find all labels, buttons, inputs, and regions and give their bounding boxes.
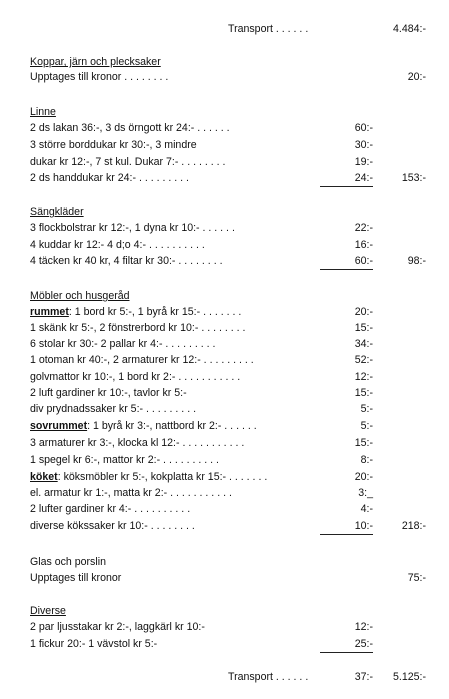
line-desc: Upptages till kronor bbox=[30, 572, 122, 584]
line-subtotal: 5:- bbox=[360, 420, 373, 432]
line-total: 20:- bbox=[407, 71, 426, 83]
transport-amount: 5.125:- bbox=[393, 671, 426, 683]
line-desc: 4 täcken kr 40 kr, 4 filtar kr 30:- . . . . . . . . bbox=[30, 255, 223, 267]
line-subtotal: 52:- bbox=[354, 354, 373, 366]
line-subtotal: 3:_ bbox=[358, 487, 373, 499]
room-label: rummet bbox=[30, 306, 69, 318]
line-subtotal: 30:- bbox=[354, 139, 373, 151]
line-desc: 2 ds handdukar kr 24:- . . . . . . . . . bbox=[30, 172, 189, 184]
transport-label: Transport . . . . . . bbox=[228, 23, 309, 35]
line-desc: el. armatur kr 1:-, matta kr 2:- . . . . . . . . . . . bbox=[30, 487, 232, 499]
line-subtotal: 10:- bbox=[354, 520, 373, 532]
line-desc: 2 lufter gardiner kr 4:- . . . . . . . . . . bbox=[30, 503, 191, 515]
line-subtotal: 4:- bbox=[360, 503, 373, 515]
line-desc: 3 större borddukar kr 30:-, 3 mindre bbox=[30, 139, 197, 151]
line-subtotal: 34:- bbox=[354, 338, 373, 350]
line-desc: 6 stolar kr 30:- 2 pallar kr 4:- . . . . . . . . . bbox=[30, 338, 216, 350]
subtotal-rule bbox=[320, 534, 373, 535]
line-subtotal: 15:- bbox=[354, 437, 373, 449]
line-desc: 4 kuddar kr 12:- 4 d;o 4:- . . . . . . . . . . bbox=[30, 239, 205, 251]
line-subtotal: 25:- bbox=[354, 638, 373, 650]
line-subtotal: 20:- bbox=[354, 306, 373, 318]
line-subtotal: 22:- bbox=[354, 222, 373, 234]
line-desc bbox=[30, 471, 267, 484]
line-desc: 2 ds lakan 36:-, 3 ds örngott kr 24:- . . . . . . bbox=[30, 122, 230, 134]
section-title-linne: Linne bbox=[30, 106, 56, 118]
line-text: : 1 byrå kr 3:-, nattbord kr 2:- . . . . . . bbox=[87, 420, 257, 432]
line-total: 98:- bbox=[407, 255, 426, 267]
section-title-mobler: Möbler och husgeråd bbox=[30, 290, 130, 302]
line-subtotal: 8:- bbox=[360, 454, 373, 466]
line-desc bbox=[30, 306, 241, 319]
line-subtotal: 60:- bbox=[354, 122, 373, 134]
line-desc: 3 flockbolstrar kr 12:-, 1 dyna kr 10:- . . . . . . bbox=[30, 222, 235, 234]
line-subtotal: 5:- bbox=[360, 403, 373, 415]
line-desc: diverse kökssaker kr 10:- . . . . . . . . bbox=[30, 520, 195, 532]
line-desc: 1 skänk kr 5:-, 2 fönstrerbord kr 10:- . . . . . . . . bbox=[30, 322, 246, 334]
line-desc: dukar kr 12:-, 7 st kul. Dukar 7:- . . . . . . . . bbox=[30, 156, 226, 168]
line-subtotal: 20:- bbox=[354, 471, 373, 483]
transport-amount: 4.484:- bbox=[393, 23, 426, 35]
line-desc bbox=[30, 420, 257, 433]
line-subtotal: 12:- bbox=[354, 371, 373, 383]
section-title-koppar: Koppar, järn och plecksaker bbox=[30, 56, 161, 68]
line-subtotal: 19:- bbox=[354, 156, 373, 168]
line-desc: 3 armaturer kr 3:-, klocka kl 12:- . . . . . . . . . . . bbox=[30, 437, 245, 449]
line-desc: 1 otoman kr 40:-, 2 armaturer kr 12:- . . . . . . . . . bbox=[30, 354, 254, 366]
line-subtotal: 60:- bbox=[354, 255, 373, 267]
line-desc: 2 luft gardiner kr 10:-, tavlor kr 5:- bbox=[30, 387, 187, 399]
line-desc: golvmattor kr 10:-, 1 bord kr 2:- . . . . . . . . . . . bbox=[30, 371, 241, 383]
line-desc: Upptages till kronor . . . . . . . . bbox=[30, 71, 169, 83]
room-label: köket bbox=[30, 471, 58, 483]
line-total: 153:- bbox=[401, 172, 426, 184]
line-subtotal: 16:- bbox=[354, 239, 373, 251]
line-subtotal: 24:- bbox=[354, 172, 373, 184]
line-subtotal: 12:- bbox=[354, 621, 373, 633]
line-desc: div prydnadssaker kr 5:- . . . . . . . . . bbox=[30, 403, 197, 415]
section-title-diverse: Diverse bbox=[30, 605, 66, 617]
line-desc: 1 fickur 20:- 1 vävstol kr 5:- bbox=[30, 638, 158, 650]
subtotal-rule bbox=[320, 186, 373, 187]
line-desc: 2 par ljusstakar kr 2:-, laggkärl kr 10:- bbox=[30, 621, 205, 633]
line-desc: 1 spegel kr 6:-, mattor kr 2:- . . . . . . . . . . bbox=[30, 454, 219, 466]
room-label: sovrummet bbox=[30, 420, 88, 432]
section-title-sangklader: Sängkläder bbox=[30, 206, 84, 218]
line-text: : 1 bord kr 5:-, 1 byrå kr 15:- . . . . . . . bbox=[68, 306, 242, 318]
line-text: : köksmöbler kr 5:-, kokplatta kr 15:- . . . . . . . bbox=[57, 471, 268, 483]
line-total: 218:- bbox=[401, 520, 426, 532]
transport-subtotal: 37:- bbox=[354, 671, 373, 683]
subtotal-rule bbox=[320, 652, 373, 653]
line-subtotal: 15:- bbox=[354, 387, 373, 399]
section-title-glas: Glas och porslin bbox=[30, 556, 106, 568]
transport-label: Transport . . . . . . bbox=[228, 671, 309, 683]
subtotal-rule bbox=[320, 269, 373, 270]
line-subtotal: 15:- bbox=[354, 322, 373, 334]
line-total: 75:- bbox=[407, 572, 426, 584]
